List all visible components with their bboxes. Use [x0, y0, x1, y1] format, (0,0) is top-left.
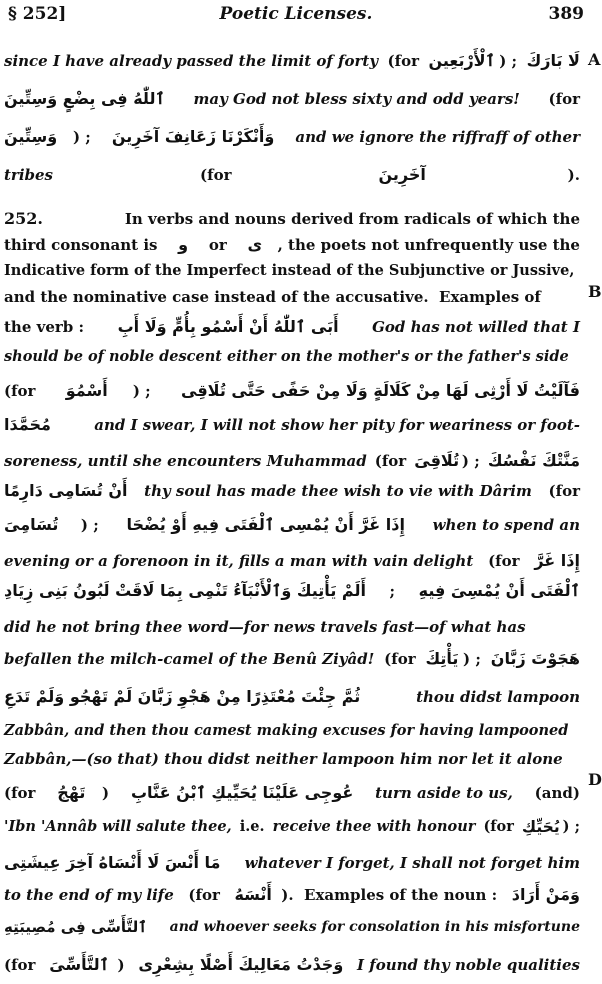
text-line — [4, 812, 580, 842]
margin-marker-d: D — [588, 770, 602, 789]
english-text: third consonant is — [4, 236, 163, 254]
arabic-text: يُحَيِّكِ — [521, 818, 560, 836]
arabic-text: آخَرِينَ — [378, 165, 426, 184]
text-line — [4, 744, 580, 774]
english-text: (and) — [529, 784, 580, 802]
arabic-text: مَنَّتْكَ نَفْسُكَ — [487, 451, 580, 470]
section-number: § 252] — [8, 4, 67, 24]
english-text: (for — [4, 382, 41, 400]
english-text: ) ; — [72, 128, 97, 146]
english-text: should be of noble descent either on the mother's or the father's side — [4, 348, 569, 365]
arabic-text: ثُمَّ جِئْتَ مُعْتَذِرًا مِنْ هَجْوِ زَبَّانَ لَمْ تَهْجُو وَلَمْ تَدَعِ — [4, 687, 361, 706]
english-text: (for — [4, 784, 41, 802]
english-text: or — [203, 236, 232, 254]
english-text: ) ; — [562, 818, 580, 835]
text-line — [4, 612, 580, 642]
arabic-text: لَا بَارَكَ — [526, 51, 580, 70]
english-text: (for — [543, 90, 580, 108]
english-text: (for — [183, 886, 226, 904]
text-line — [4, 778, 580, 808]
text-line — [4, 848, 580, 878]
text-line — [4, 122, 580, 152]
english-text: ) ; — [463, 650, 487, 668]
english-text: (for — [382, 52, 425, 70]
english-text: I found thy noble qualities — [351, 956, 580, 974]
english-text: to the end of my life — [4, 886, 174, 904]
text-line — [4, 880, 580, 910]
english-text: In verbs and nouns derived from radicals of which the — [119, 210, 580, 228]
arabic-text: وَأَنْكَرْنَا زَعَانِفَ آخَرِينَ — [111, 127, 275, 146]
arabic-text: إِذَا غَرَّ — [534, 551, 580, 570]
english-text: (for — [478, 818, 519, 835]
english-text: (for — [4, 956, 41, 974]
english-text: (for — [543, 482, 580, 500]
arabic-text: ٱلتَّأَسِّى فِى مُصِيبَتِهِ — [4, 918, 148, 936]
arabic-text: أَبَى ٱللّٰهُ أَنْ أَسْمُو بِأُمٍّ وَلَا أَبِ — [117, 317, 339, 336]
arabic-text: أَلَمْ يَأْتِيكَ وَٱلْأَنْبَآءُ تَنْمِى بِمَا لَاقَتْ لَبُونُ بَنِى زِيَادِ — [4, 581, 366, 600]
arabic-text: هَجَوْتَ زَبَّانَ — [490, 649, 580, 668]
page-number: 389 — [548, 4, 584, 24]
arabic-text: أَنْسَهُ — [234, 885, 272, 904]
text-line — [4, 644, 580, 674]
english-text: thy soul has made thee wish to vie with Dârim — [138, 482, 532, 500]
arabic-text: مَا أَنْسَ لَا أَنْسَاهُ آخِرَ عِيشَتِى — [4, 853, 221, 872]
arabic-text: أَسْمُوَ — [65, 381, 108, 400]
text-line — [4, 446, 580, 476]
arabic-text: إِذَا غَرَّ أَنْ يُمْسِى ٱلْفَتَى فِيهِ أَوْ يُضْحَا — [126, 515, 405, 534]
english-text: whatever I forget, I shall not forget him — [239, 854, 580, 872]
text-line — [4, 546, 580, 576]
english-text: since I have already passed the limit of forty — [4, 52, 379, 70]
arabic-text: وَسِتِّينَ — [4, 127, 58, 146]
text-line — [4, 312, 580, 342]
english-text: and whoever seeks for consolation in his misfortune — [164, 919, 580, 935]
english-text: soreness, until she encounters Muhammad — [4, 452, 367, 470]
english-text: thou didst lampoon — [410, 688, 580, 706]
arabic-text: ٱللّٰهُ فِى بِضْعٍ وَسِتِّينَ — [4, 89, 165, 108]
text-line — [4, 716, 580, 746]
english-text: (for — [482, 552, 525, 570]
english-text: the verb : — [4, 318, 90, 336]
page-header — [8, 4, 584, 26]
arabic-text: ى — [247, 235, 263, 254]
english-text: tribes — [4, 166, 54, 184]
text-line — [4, 282, 580, 312]
english-text: when to spend an — [427, 516, 580, 534]
arabic-text: وَمَنْ أَرَادَ — [511, 885, 580, 904]
paragraph-number: 252. — [4, 209, 43, 228]
english-text: ) ; — [132, 382, 156, 400]
english-text: God has not willed that I — [366, 318, 580, 336]
english-text: and I swear, I will not show her pity for weariness or foot- — [89, 416, 580, 434]
english-text: befallen the milch-camel of the Benû Ziyâd! — [4, 650, 375, 668]
english-text: evening or a forenoon in it, fills a man with vain delight — [4, 552, 474, 570]
english-text: ) — [117, 956, 130, 974]
text-line — [4, 682, 580, 712]
english-text: ) ; — [80, 516, 104, 534]
arabic-text: ٱلْفَتَى أَنْ يُمْسِىَ فِيهِ — [418, 581, 580, 600]
english-text: Indicative form of the Imperfect instead of the Subjunctive or Jussive, — [4, 262, 575, 279]
text-line — [4, 476, 580, 506]
english-text: (for — [378, 650, 421, 668]
text-line — [4, 342, 580, 372]
arabic-text: يَأْتِكَ — [425, 649, 459, 668]
arabic-text: مُحَمَّدَا — [4, 415, 51, 434]
english-text: (for — [369, 452, 412, 470]
english-text: and the nominative case instead of the accusative. Examples of — [4, 288, 541, 306]
english-text: turn aside to us, — [369, 784, 513, 802]
margin-marker-a: A — [588, 50, 601, 69]
english-text: Zabbân,—(so that) thou didst neither lampoon him nor let it alone — [4, 750, 563, 768]
arabic-text: فَآلَيْتُ لَا أَرْثِى لَهَا مِنْ كَلَالَةٍ وَلَا مِنْ حَفًى حَتَّى تُلَاقِى — [181, 381, 580, 400]
margin-marker-b: B — [588, 282, 602, 301]
text-line — [4, 510, 580, 540]
arabic-text: أَنْ تُسَامِى دَارِمًا — [4, 481, 128, 500]
text-line — [4, 160, 580, 190]
text-line — [4, 410, 580, 440]
text-line — [4, 46, 580, 76]
english-text: , the poets not unfrequently use the — [277, 236, 580, 254]
english-text: did he not bring thee word—for news travels fast—of what has — [4, 618, 526, 636]
english-text: i.e. — [234, 818, 270, 835]
arabic-text: تُسَامِىَ — [4, 515, 59, 534]
text-line — [4, 84, 580, 114]
text-line — [4, 950, 580, 980]
text-line — [4, 912, 580, 942]
english-text: Zabbân, and then thou camest making excuses for having lampooned — [4, 722, 569, 739]
english-text: ) — [102, 784, 115, 802]
arabic-text: تَهْجُ — [57, 783, 86, 802]
english-text: 'Ibn 'Annâb will salute thee, — [4, 818, 232, 835]
running-title: Poetic Licenses. — [219, 4, 373, 24]
english-text: ) ; — [461, 452, 485, 470]
text-line — [4, 576, 580, 606]
arabic-text: تُلَاقِىَ — [414, 451, 460, 470]
arabic-text: ٱلتَّأَسِّىَ — [49, 955, 110, 974]
english-text: receive thee with honour — [272, 818, 476, 835]
arabic-text: ٱلْأَرْبَعِين — [428, 51, 495, 70]
english-text: may God not bless sixty and odd years! — [188, 90, 520, 108]
text-line — [4, 376, 580, 406]
arabic-text: وَجَدْتُ مَعَالِيكَ أَصْلًا بِشِعْرِى — [138, 955, 344, 974]
english-text: and we ignore the riffraff of other — [290, 128, 580, 146]
arabic-text: و — [178, 235, 189, 254]
english-text: ) ; — [499, 52, 523, 70]
english-text: ). — [567, 166, 580, 184]
english-text: ). Examples of the noun : — [281, 886, 503, 904]
english-text: (for — [194, 166, 237, 184]
english-text: ; — [384, 582, 401, 600]
arabic-text: عُوجِى عَلَيْنَا يُحَيِّيكِ ٱبْنُ عَنَّابِ — [130, 783, 354, 802]
